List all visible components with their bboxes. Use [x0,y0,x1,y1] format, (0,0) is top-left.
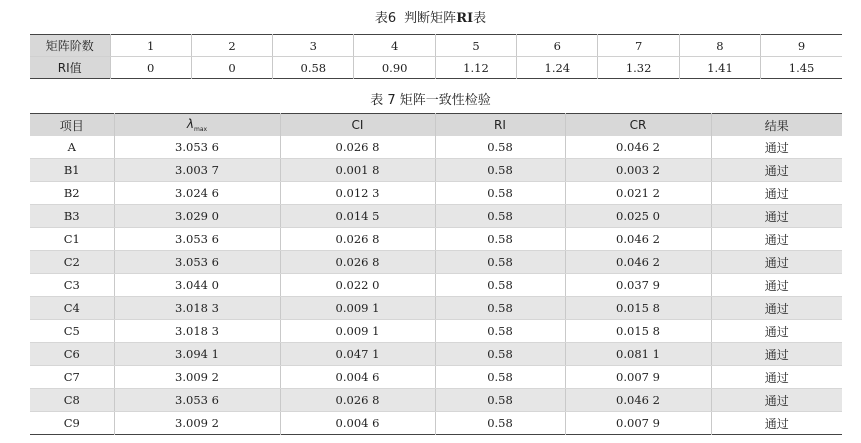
cell-result: 通过 [711,159,842,182]
header-cr: CR [565,114,711,137]
cell-ci: 0.004 6 [280,412,435,435]
ri-cell: 1.45 [761,57,842,79]
cell-item: C9 [63,416,80,430]
table-row [30,228,842,251]
cell-ci: 0.026 8 [280,228,435,251]
cell-cr: 0.007 9 [565,366,711,389]
order-cell: 5 [435,35,516,57]
table-row [30,159,842,182]
cell-ri: 0.58 [435,205,565,228]
cell-ri: 0.58 [435,182,565,205]
cell-cr: 0.046 2 [565,389,711,412]
cell-item: B3 [30,205,114,228]
header-result: 结果 [711,114,842,137]
order-row [30,35,842,57]
cell-lambda: 3.018 3 [114,297,280,320]
cell-result: 通过 [711,320,842,343]
cell-cr: 0.046 2 [565,228,711,251]
cell-ci: 0.014 5 [280,205,435,228]
cell-ci: 0.012 3 [280,182,435,205]
ri-cell: 1.12 [435,57,516,79]
cell-lambda: 3.053 6 [114,228,280,251]
cell-cr: 0.007 9 [565,412,711,435]
cell-result: 通过 [711,251,842,274]
cell-item: B1 [30,159,114,182]
ri-cell: 1.41 [679,57,760,79]
cell-cr: 0.021 2 [565,182,711,205]
cell-item: C7 [30,366,114,389]
cell-ci: 0.026 8 [280,251,435,274]
cell-ri: 0.58 [435,366,565,389]
table-row [30,136,842,159]
cell-cr: 0.015 8 [565,320,711,343]
cell-lambda: 3.053 6 [114,389,280,412]
cell-ci: 0.022 0 [280,274,435,297]
header-ri: RI [435,114,565,137]
cell-cr: 0.037 9 [565,274,711,297]
ri-cell: 0 [110,57,191,79]
table-row [30,366,842,389]
cell-result: 通过 [711,182,842,205]
cell-lambda: 3.024 6 [114,182,280,205]
table6-caption-label: 表6 [374,11,397,26]
cell-lambda: 3.003 7 [114,159,280,182]
cell-lambda: 3.044 0 [114,274,280,297]
cell-result: 通过 [711,297,842,320]
cell-cr: 0.003 2 [565,159,711,182]
table-row [30,182,842,205]
table-row [30,274,842,297]
cell-item: A [30,136,114,159]
ri-table [30,34,842,79]
table-row [30,297,842,320]
ri-cell: 0.90 [354,57,435,79]
cell-result: 通过 [711,366,842,389]
cell-ri: 0.58 [435,251,565,274]
order-cell: 4 [354,35,435,57]
cell-ri: 0.58 [435,159,565,182]
cell-result: 通过 [711,343,842,366]
cell-result: 通过 [711,136,842,159]
table7-body [30,136,842,435]
cell-cr: 0.081 1 [565,343,711,366]
cell-lambda: 3.029 0 [114,205,280,228]
table7-header-row [30,114,842,137]
ri-cell: 1.24 [517,57,598,79]
cell-item: C6 [30,343,114,366]
cell-item: C1 [30,228,114,251]
table-row [30,389,842,412]
table-row [30,251,842,274]
order-row-label: 矩阵阶数 [30,35,110,57]
cell-result: 通过 [711,205,842,228]
table6-caption-bold: RI [456,11,474,26]
lambda-symbol: λ [186,117,195,131]
order-cell: 9 [761,35,842,57]
table-row [30,343,842,366]
cell-ri: 0.58 [435,320,565,343]
cell-ci: 0.047 1 [280,343,435,366]
cell-result: 通过 [711,274,842,297]
cell-ri: 0.58 [435,412,565,435]
cell-ri: 0.58 [435,297,565,320]
table-row [30,205,842,228]
cell-ri: 0.58 [435,343,565,366]
header-lambda [114,114,280,137]
order-cell: 3 [273,35,354,57]
cell-item: C5 [30,320,114,343]
order-cell: 1 [110,35,191,57]
order-cell: 8 [679,35,760,57]
cell-item: C2 [30,251,114,274]
table6-caption-suffix: 表 [473,11,487,26]
cell-ci: 0.004 6 [280,366,435,389]
cell-ci: 0.009 1 [280,320,435,343]
table-row [30,320,842,343]
ri-cell: 0.58 [273,57,354,79]
order-cell: 7 [598,35,679,57]
table-row [30,412,842,435]
cell-result: 通过 [711,389,842,412]
cell-ci: 0.009 1 [280,297,435,320]
cell-lambda: 3.053 6 [114,251,280,274]
header-item: 项目 [30,114,114,137]
cell-result: 通过 [711,228,842,251]
cell-ri: 0.58 [435,389,565,412]
consistency-table [30,113,842,435]
table7-caption: 表 7 矩阵一致性检验 [370,93,491,108]
cell-cr: 0.046 2 [565,136,711,159]
table6-caption-prefix: 判断矩阵 [404,11,457,26]
header-ci: CI [280,114,435,137]
table6-caption [0,11,861,27]
cell-cr: 0.015 8 [565,297,711,320]
order-cell: 6 [517,35,598,57]
cell-lambda: 3.094 1 [114,343,280,366]
cell-ci: 0.001 8 [280,159,435,182]
cell-cr: 0.046 2 [565,251,711,274]
cell-item: C4 [30,297,114,320]
cell-ri: 0.58 [435,274,565,297]
cell-result: 通过 [711,412,842,435]
ri-row [30,57,842,79]
order-cell: 2 [191,35,272,57]
cell-ri: 0.58 [435,228,565,251]
cell-lambda: 3.009 2 [114,366,280,389]
cell-lambda: 3.018 3 [114,320,280,343]
cell-item: B2 [30,182,114,205]
cell-ci: 0.026 8 [280,389,435,412]
cell-ri: 0.58 [435,136,565,159]
cell-lambda: 3.009 2 [114,412,280,435]
ri-cell: 1.32 [598,57,679,79]
cell-ci: 0.026 8 [280,136,435,159]
cell-cr: 0.025 0 [565,205,711,228]
cell-lambda: 3.053 6 [114,136,280,159]
cell-item: C8 [30,389,114,412]
ri-row-label: RI值 [30,57,110,79]
ri-cell: 0 [191,57,272,79]
lambda-sub: max [194,126,208,133]
cell-item: C3 [30,274,114,297]
